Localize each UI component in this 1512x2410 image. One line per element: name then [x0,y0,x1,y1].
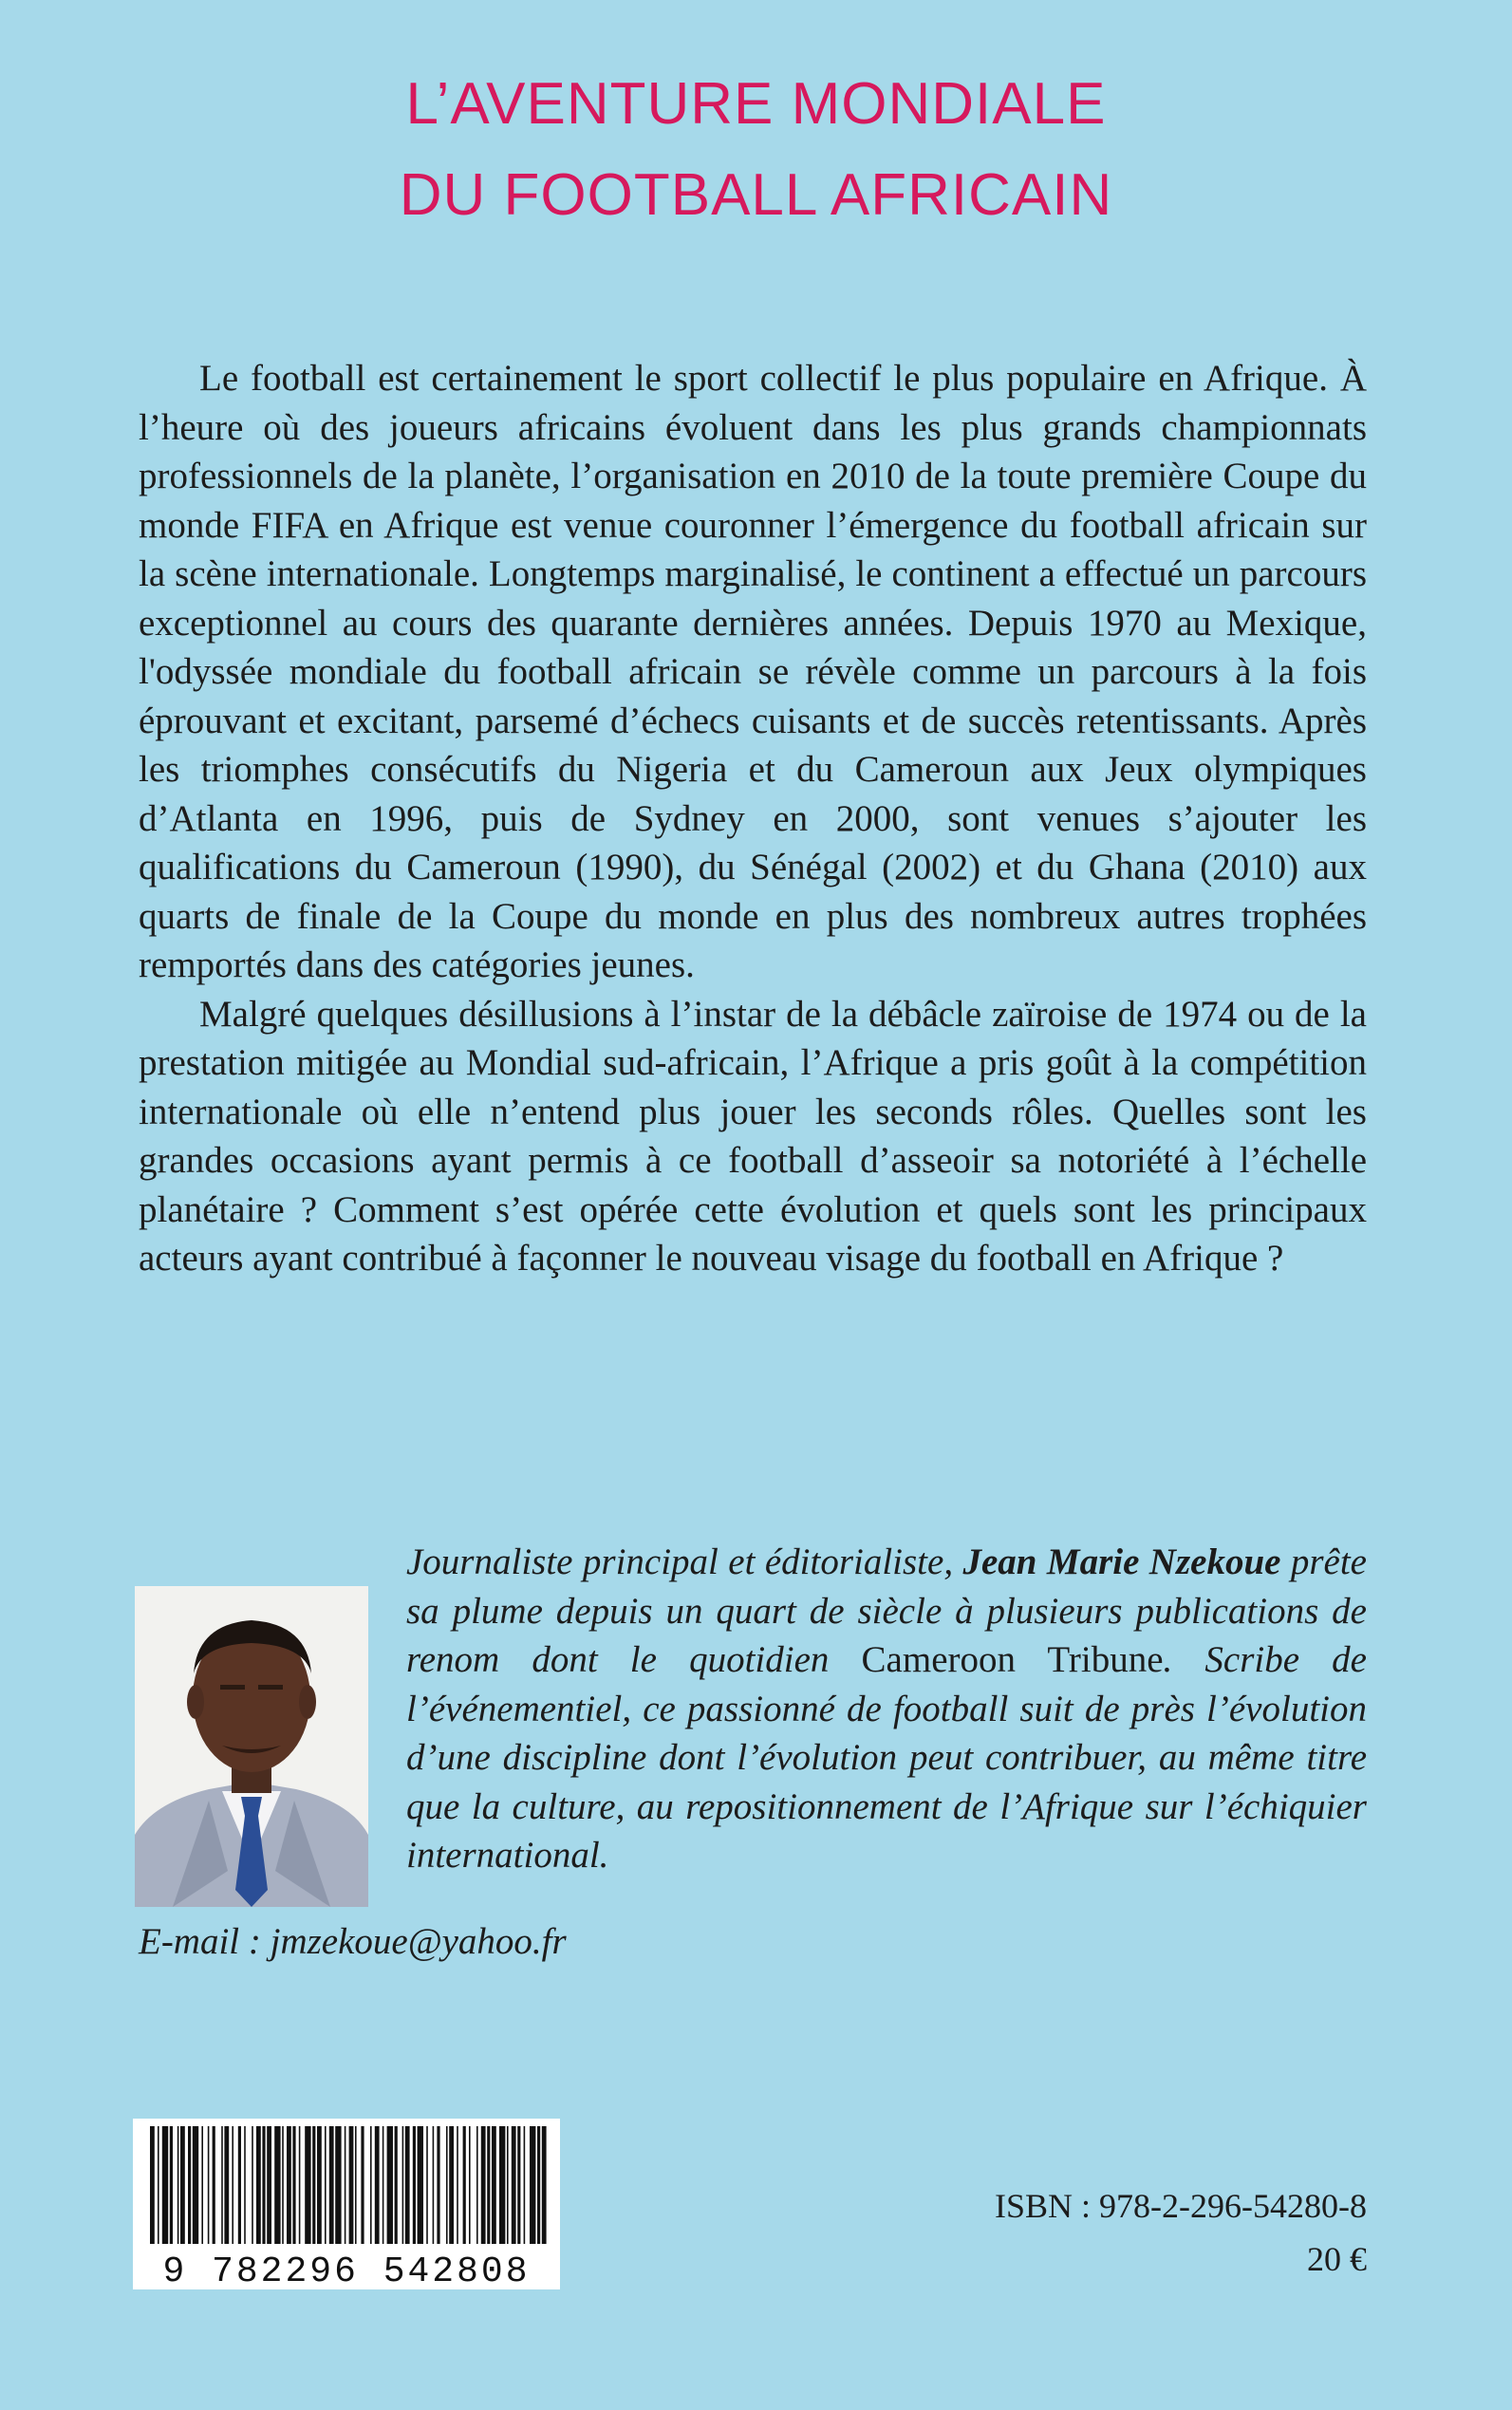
barcode-bar [274,2126,280,2244]
barcode-bar [208,2126,210,2244]
barcode-bar [244,2126,246,2244]
isbn: ISBN : 978-2-296-54280-8 [995,2187,1367,2225]
bio-part-2: prête sa plume depuis un quart de siècle à plusieurs publications de renom dont le quotidien [406,1541,1367,1680]
barcode-bar [224,2126,229,2244]
barcode-bar [292,2126,295,2244]
book-title-line-1: L’AVENTURE MONDIALE [405,71,1107,137]
barcode-bar [530,2126,535,2244]
barcode-bar [517,2126,520,2244]
barcode-bar [232,2126,233,2244]
barcode-digits: 9 782296 542808 [162,2251,531,2289]
price: 20 € [1307,2240,1367,2278]
barcode-bar [449,2126,454,2244]
barcode-bar [282,2126,284,2244]
barcode-bar [252,2126,253,2244]
barcode-bar [542,2126,547,2244]
barcode-bar [221,2126,223,2244]
barcode-bar [329,2126,334,2244]
barcode-bar [238,2126,241,2244]
barcode-bar [537,2126,540,2244]
barcode-bar [267,2126,271,2244]
barcode-bars [133,2119,560,2289]
barcode-bar [405,2126,410,2244]
newspaper-name: Cameroon Tribune [861,1639,1164,1680]
book-title [0,59,1512,241]
barcode-bar [446,2126,448,2244]
bio-part-3: . Scribe de l’événementiel, ce passionné de football suit de près l’évolution d’une discipline dont l’évolution peut contribuer, au même titre que la culture, au repositionnement de l’Afrique sur l’échiquier international. [406,1639,1367,1876]
barcode-bar [481,2126,486,2244]
barcode-bar [150,2126,155,2244]
barcode-bar [370,2126,372,2244]
book-title-line-2: DU FOOTBALL AFRICAIN [399,162,1113,228]
barcode-bar [325,2126,327,2244]
barcode-bar [349,2126,354,2244]
barcode-bar [426,2126,428,2244]
barcode-bar [335,2126,341,2244]
bio-intro: Journaliste principal et éditorialiste, [406,1541,963,1582]
barcode-bar [418,2126,423,2244]
barcode-bar [170,2126,173,2244]
barcode-bar [287,2126,291,2244]
barcode-bar [492,2126,496,2244]
summary-paragraph-1: Le football est certainement le sport collectif le plus populaire en Afrique. À l’heure où des joueurs africains évoluent dans les plus grands championnats professionnels de la planète, l’organisation en 2010 de la toute première Coupe du monde FIFA en Afrique est venue couronner l’émergence du football africain sur la scène internationale. Longtemps marginalisé, le continent a effectué un parcours exceptionnel au cours des quarante dernières années. Depuis 1970 au Mexique, l'odyssée mondiale du football africain se révèle comme un parcours à la fois éprouvant et excitant, parsemé d’échecs cuisants et de succès retentissants. Après les triomphes consécutifs du Nigeria et du Cameroun aux Jeux olympiques d’Atlanta en 1996, puis de Sydney en 2000, sont venues s’ajouter les qualifications du Cameroun (1990), du Sénégal (2002) et du Ghana (2010) aux quarts de finale de la Coupe du monde en plus des nombreux autres trophées remportés dans des catégories jeunes. [139,358,1367,985]
barcode-bar [312,2126,315,2244]
barcode-bar [299,2126,301,2244]
barcode-bar [387,2126,393,2244]
barcode-bar [256,2126,261,2244]
barcode-bar [507,2126,509,2244]
barcode-bar [193,2126,198,2244]
author-biography [406,1538,1367,1880]
barcode-bar [213,2126,215,2244]
barcode-bar [487,2126,490,2244]
barcode-bar [437,2126,439,2244]
summary-paragraph-2: Malgré quelques désillusions à l’instar de la débâcle zaïroise de 1974 ou de la prestation mitigée au Mondial sud-africain, l’Afrique a pris goût à la compétition internationale où elle n’entend plus jouer les seconds rôles. Quelles sont les grandes occasions ayant permis à ce football d’asseoir sa notoriété à l’échelle planétaire ? Comment s’est opérée cette évolution et quels sont les principaux acteurs ayant contribué à façonner le nouveau visage du football en Afrique ? [139,993,1367,1279]
barcode-bar [524,2126,526,2244]
author-photo [135,1586,368,1907]
barcode-bar [177,2126,179,2244]
barcode-bar [463,2126,466,2244]
author-email: E-mail : jmzekoue@yahoo.fr [139,1921,567,1962]
barcode-bar [158,2126,159,2244]
barcode-bar [262,2126,265,2244]
barcode-bar [345,2126,346,2244]
barcode-bar [188,2126,191,2244]
barcode-bar [305,2126,310,2244]
barcode-bar [469,2126,471,2244]
barcode-bar [395,2126,398,2244]
barcode-bar [413,2126,416,2244]
barcode-bar [355,2126,357,2244]
barcode-bar [383,2126,384,2244]
author-name: Jean Marie Nzekoue [962,1541,1281,1582]
barcode-bar [361,2126,364,2244]
barcode-bar [201,2126,203,2244]
barcode-bar [317,2126,322,2244]
barcode-bar [499,2126,505,2244]
barcode-bar [433,2126,435,2244]
barcode-bar [180,2126,185,2244]
barcode-bar [457,2126,458,2244]
barcode-bar [476,2126,478,2244]
barcode-bar [512,2126,516,2244]
book-summary [139,354,1367,1283]
barcode-bar [162,2126,168,2244]
barcode [133,2119,560,2289]
barcode-bar [375,2126,380,2244]
author-portrait-image [135,1586,368,1907]
barcode-bar [402,2126,404,2244]
